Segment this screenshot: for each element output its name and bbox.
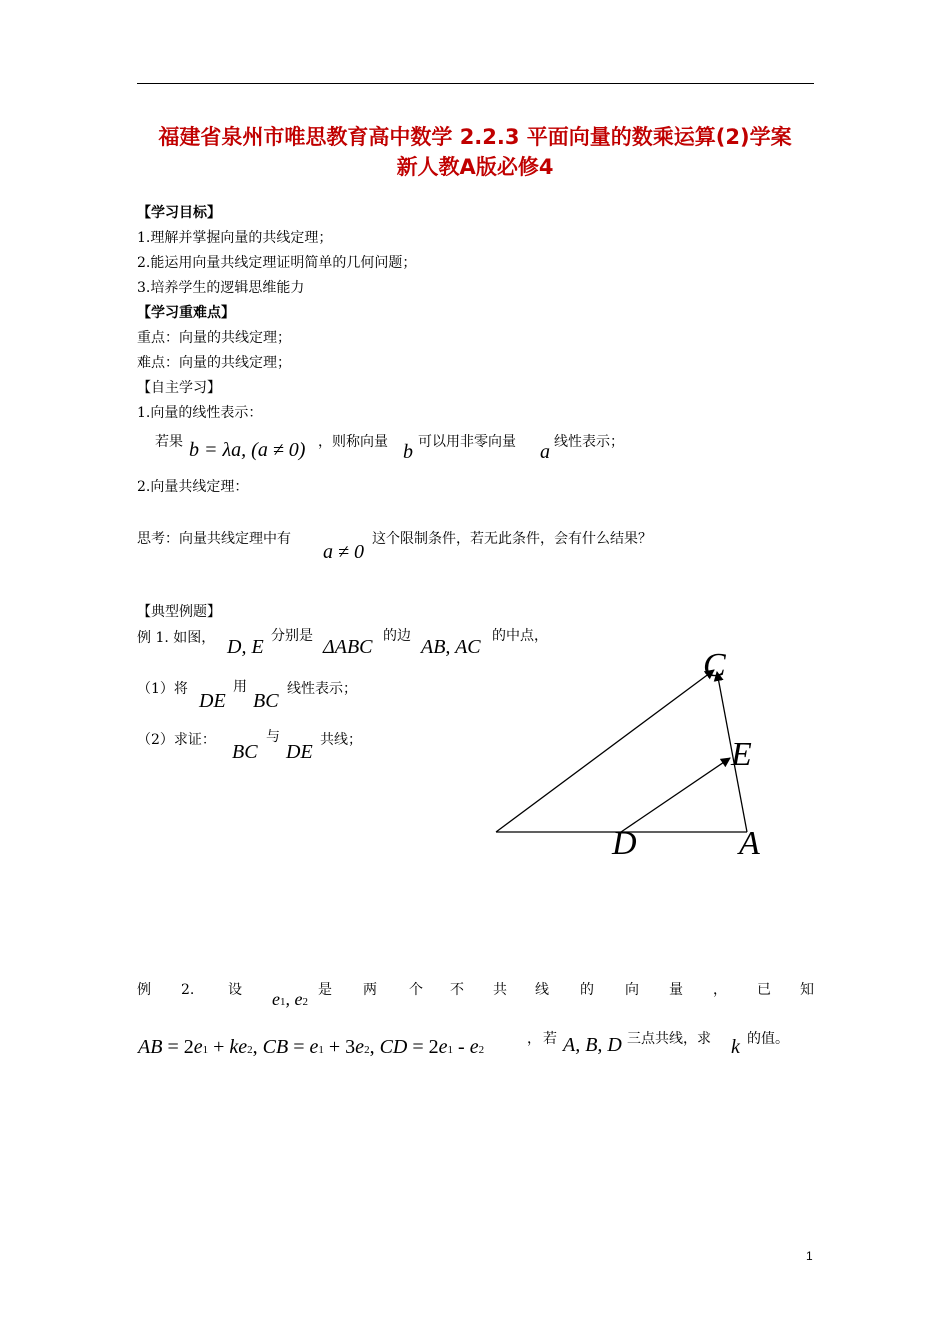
keypoints-heading: 【学习重难点】 [137, 305, 235, 321]
example-2-char: 两 [363, 982, 377, 998]
linear-formula: b = λa, (a ≠ 0) [189, 439, 306, 461]
example-1-de: D, E [227, 636, 264, 658]
key-point: 重点：向量的共线定理； [137, 330, 291, 346]
vector-bc [496, 670, 714, 832]
goal-item-3: 3.培养学生的逻辑思维能力 [137, 280, 305, 296]
example-2-e1-e2: e1, e2 [272, 989, 308, 1009]
point-e-label: E [731, 736, 752, 773]
point-c-label: C [703, 647, 726, 684]
example-2-if: 若 [543, 1031, 557, 1047]
example-2-char: 是 [318, 982, 332, 998]
question-1-de: DE [199, 690, 226, 712]
example-2-char: 知 [800, 982, 814, 998]
think-suffix: 这个限制条件，若无此条件，会有什么结果？ [372, 531, 652, 547]
example-2-value: 的值。 [747, 1031, 789, 1047]
examples-heading: 【典型例题】 [137, 604, 221, 620]
page-number: 1 [806, 1249, 813, 1263]
example-2-char: 个 [409, 982, 423, 998]
example-2-char: 共 [493, 982, 507, 998]
question-2-and: 与 [266, 729, 280, 745]
document-title-line-2: 新人教A版必修4 [396, 155, 554, 179]
example-2-collinear: 三点共线，求 [627, 1031, 711, 1047]
example-2-char: 线 [535, 982, 549, 998]
vector-de [621, 758, 730, 832]
example-2-char: 向 [625, 982, 639, 998]
think-prefix: 思考：向量共线定理中有 [137, 531, 291, 547]
example-1-are: 分别是 [271, 628, 313, 644]
question-1-suffix: 线性表示； [287, 681, 357, 697]
example-2-char: 2. [181, 982, 195, 998]
self-study-heading: 【自主学习】 [137, 380, 221, 396]
linear-text: 线性表示； [554, 434, 624, 450]
question-1-with: 用 [233, 679, 247, 695]
example-2-char: 量 [669, 982, 683, 998]
example-2-char: 不 [450, 982, 464, 998]
var-b: b [403, 441, 413, 463]
example-1-side-text: 的边 [383, 628, 411, 644]
question-2-suffix: 共线； [320, 732, 362, 748]
header-rule [137, 83, 814, 84]
difficult-point: 难点：向量的共线定理； [137, 355, 291, 371]
example-2-char: 已 [757, 982, 771, 998]
goal-item-1: 1.理解并掌握向量的共线定理； [137, 230, 333, 246]
example-2-vector-equations: AB = 2e1 + ke2, CB = e1 + 3e2, CD = 2e1 - e2 [138, 1036, 485, 1058]
example-2-k: k [731, 1036, 740, 1058]
then-text: ，则称向量 [318, 434, 388, 450]
example-1-midpoint: 的中点， [492, 628, 548, 644]
self-study-item-1: 1.向量的线性表示： [137, 405, 263, 421]
example-2-char: 的 [580, 982, 594, 998]
if-text: 若果 [155, 434, 183, 450]
question-2-bc: BC [232, 741, 258, 763]
goals-heading: 【学习目标】 [137, 205, 221, 221]
point-d-label: D [612, 825, 637, 862]
goal-item-2: 2.能运用向量共线定理证明简单的几何问题； [137, 255, 417, 271]
question-1-prefix: （1）将 [137, 681, 188, 697]
think-formula: a ≠ 0 [323, 541, 364, 563]
question-2-prefix: （2）求证： [137, 732, 216, 748]
example-2-char: 例 [137, 982, 151, 998]
example-1-triangle: ΔABC [323, 636, 373, 658]
can-text: 可以用非零向量 [418, 434, 516, 450]
example-2-char: ， [713, 982, 727, 998]
example-2-points: A, B, D [563, 1034, 622, 1056]
self-study-item-2: 2.向量共线定理： [137, 479, 249, 495]
question-2-de: DE [286, 741, 313, 763]
example-2-char: 设 [228, 982, 242, 998]
var-a: a [540, 441, 550, 463]
document-title-line-1: 福建省泉州市唯思教育高中数学 2.2.3 平面向量的数乘运算(2)学案 [158, 125, 792, 149]
example-2-comma: ， [527, 1031, 541, 1047]
question-1-bc: BC [253, 690, 279, 712]
example-1-sides: AB, AC [421, 636, 481, 658]
example-1-prefix: 例 1. 如图， [137, 630, 216, 646]
point-a-label: A [739, 825, 760, 862]
